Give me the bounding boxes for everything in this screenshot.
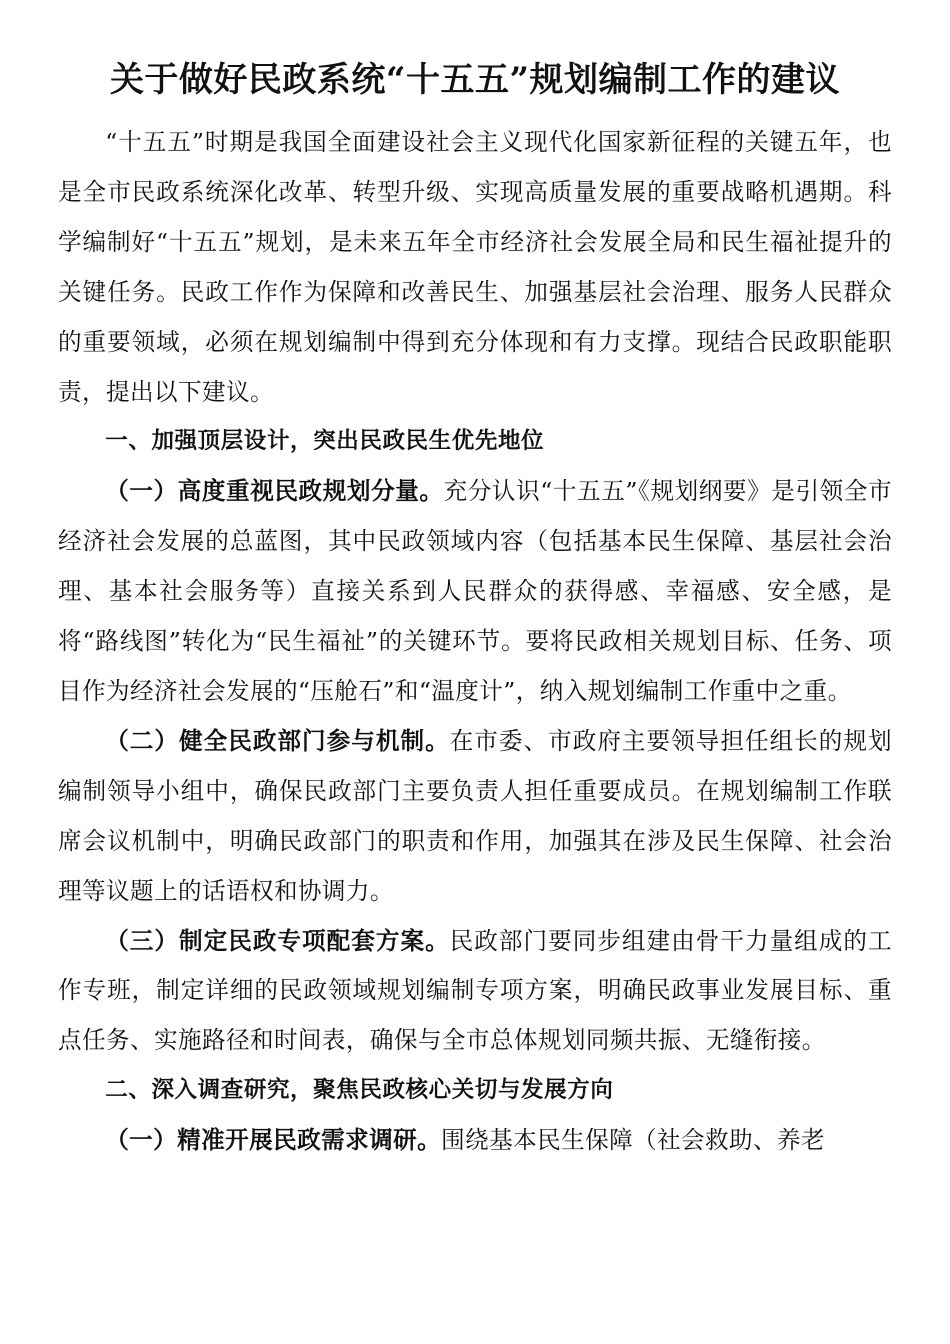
item-title: （一）精准开展民政需求调研。 xyxy=(105,1126,442,1155)
item-text: 充分认识“十五五”《规划纲要》是引领全市经济社会发展的总蓝图，其中民政领域内容（包括基本民生保障、基层社会治理、基本社会服务等）直接关系到人民群众的获得感、幸福感、安全感，是将“路线图”转化为“民生福祉”的关键环节。要将民政相关规划目标、任务、项目作为经济社会发展的“压舱石”和“温度计”，纳入规划编制工作重中之重。 xyxy=(58,477,892,705)
item-title: （一）高度重视民政规划分量。 xyxy=(105,477,444,506)
item-text: 在市委、市政府主要领导担任组长的规划编制领导小组中，确保民政部门主要负责人担任重要成员。在规划编制工作联席会议机制中，明确民政部门的职责和作用，加强其在涉及民生保障、社会治理等议题上的话语权和协调力。 xyxy=(58,726,892,905)
item-title: （三）制定民政专项配套方案。 xyxy=(105,926,450,955)
section-1-item-3 xyxy=(58,917,892,1067)
document-title: 关于做好民政系统“十五五”规划编制工作的建议 xyxy=(109,60,841,100)
item-text: 围绕基本民生保障（社会救助、养老 xyxy=(441,1126,826,1155)
section-2-item-1 xyxy=(58,1116,892,1166)
section-1-item-2 xyxy=(58,717,892,917)
intro-paragraph: “十五五”时期是我国全面建设社会主义现代化国家新征程的关键五年，也是全市民政系统深化改革、转型升级、实现高质量发展的重要战略机遇期。科学编制好“十五五”规划，是未来五年全市经济社会发展全局和民生福祉提升的关键任务。民政工作作为保障和改善民生、加强基层社会治理、服务人民群众的重要领域，必须在规划编制中得到充分体现和有力支撑。现结合民政职能职责，提出以下建议。 xyxy=(58,128,892,406)
section-2-heading: 二、深入调查研究，聚焦民政核心关切与发展方向 xyxy=(105,1077,614,1104)
section-1-item-1 xyxy=(58,467,892,717)
item-text: 民政部门要同步组建由骨干力量组成的工作专班，制定详细的民政领域规划编制专项方案，明确民政事业发展目标、重点任务、实施路径和时间表，确保与全市总体规划同频共振、无缝衔接。 xyxy=(58,926,892,1055)
section-1-heading: 一、加强顶层设计，突出民政民生优先地位 xyxy=(105,428,545,455)
item-title: （二）健全民政部门参与机制。 xyxy=(105,726,450,755)
